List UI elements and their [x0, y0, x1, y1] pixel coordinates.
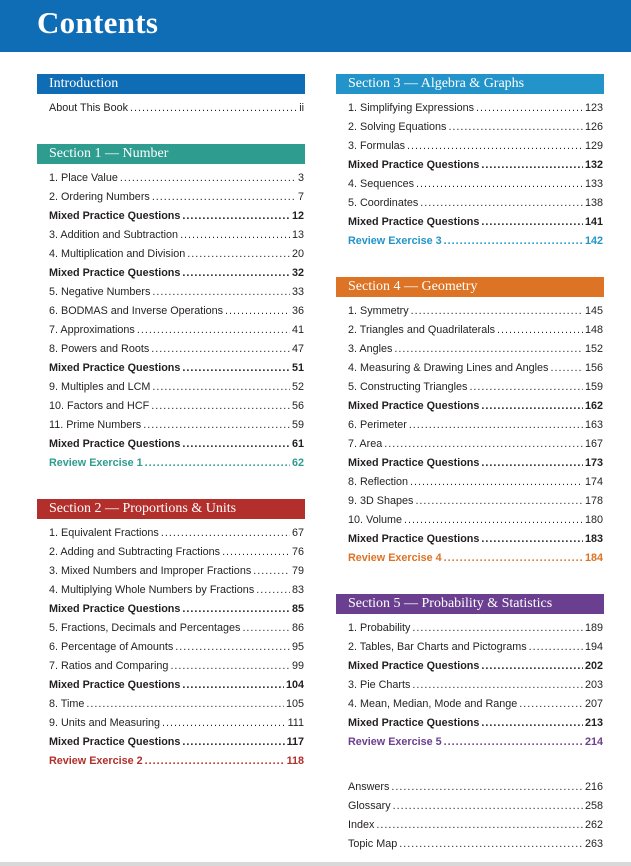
entry-label: Review Exercise 3 — [348, 235, 442, 247]
dot-leader — [130, 99, 297, 118]
dot-leader — [393, 797, 583, 816]
toc-entry[interactable] — [348, 835, 604, 854]
toc-entry[interactable] — [348, 213, 604, 232]
entry-page-number: 36 — [291, 305, 304, 317]
dot-leader — [182, 359, 290, 378]
entry-page-number: 141 — [584, 216, 603, 228]
entry-label: Mixed Practice Questions — [49, 362, 181, 374]
entry-label: 3. Angles — [348, 343, 393, 355]
toc-entry[interactable] — [348, 194, 604, 213]
entry-list — [336, 94, 604, 251]
toc-entry[interactable] — [348, 397, 604, 416]
entry-page-number: 178 — [584, 495, 603, 507]
entry-page-number: 214 — [584, 736, 603, 748]
entry-page-number: 138 — [584, 197, 603, 209]
toc-entry[interactable] — [348, 657, 604, 676]
entry-page-number: 152 — [584, 343, 603, 355]
entry-page-number: 156 — [584, 362, 603, 374]
toc-entry[interactable] — [49, 169, 305, 188]
review-entry[interactable] — [49, 752, 305, 771]
section-introduction — [37, 74, 305, 118]
entry-list — [37, 94, 305, 118]
dot-leader — [182, 435, 290, 454]
entry-label: 1. Simplifying Expressions — [348, 102, 475, 114]
entry-label: 7. Ratios and Comparing — [49, 660, 169, 672]
entry-page-number: 83 — [291, 584, 304, 596]
entry-label: 8. Reflection — [348, 476, 409, 488]
entry-page-number: 52 — [291, 381, 304, 393]
entry-page-number: 3 — [297, 172, 304, 184]
entry-label: 8. Time — [49, 698, 85, 710]
dot-leader — [481, 397, 583, 416]
entry-page-number: ii — [299, 102, 304, 114]
entry-label: 3. Addition and Subtraction — [49, 229, 179, 241]
entry-page-number: 148 — [584, 324, 603, 336]
dot-leader — [476, 99, 583, 118]
entry-label: Review Exercise 2 — [49, 755, 143, 767]
dot-leader — [444, 733, 583, 752]
section-section-2-proportions-units — [37, 499, 305, 771]
toc-entry[interactable] — [348, 816, 604, 835]
dot-leader — [86, 695, 284, 714]
entry-page-number: 86 — [291, 622, 304, 634]
dot-leader — [444, 232, 583, 251]
bottom-rule — [0, 862, 631, 866]
entry-page-number: 13 — [291, 229, 304, 241]
entry-page-number: 129 — [584, 140, 603, 152]
toc-entry[interactable] — [49, 581, 305, 600]
entry-page-number: 51 — [291, 362, 304, 374]
entry-label: 1. Place Value — [49, 172, 118, 184]
dot-leader — [411, 302, 583, 321]
entry-page-number: 41 — [291, 324, 304, 336]
entry-label: 2. Ordering Numbers — [49, 191, 150, 203]
review-entry[interactable] — [348, 733, 604, 752]
entry-label: 7. Approximations — [49, 324, 135, 336]
dot-leader — [175, 638, 290, 657]
entry-label: 2. Triangles and Quadrilaterals — [348, 324, 496, 336]
entry-label: 4. Multiplication and Division — [49, 248, 186, 260]
toc-entry[interactable] — [348, 137, 604, 156]
dot-leader — [407, 137, 583, 156]
dot-leader — [416, 175, 583, 194]
entry-label: 8. Powers and Roots — [49, 343, 150, 355]
entry-page-number: 202 — [584, 660, 603, 672]
dot-leader — [152, 188, 296, 207]
dot-leader — [415, 492, 583, 511]
toc-entry[interactable] — [49, 695, 305, 714]
toc-entry[interactable] — [348, 492, 604, 511]
toc-entry[interactable] — [49, 733, 305, 752]
toc-entry[interactable] — [49, 283, 305, 302]
entry-label: 6. Percentage of Amounts — [49, 641, 174, 653]
toc-entry[interactable] — [348, 619, 604, 638]
entry-label: 3. Formulas — [348, 140, 405, 152]
entry-label: 1. Probability — [348, 622, 411, 634]
entry-label: Mixed Practice Questions — [49, 603, 181, 615]
toc-entry[interactable] — [49, 524, 305, 543]
toc-entry[interactable] — [49, 397, 305, 416]
dot-leader — [481, 454, 583, 473]
entry-page-number: 174 — [584, 476, 603, 488]
dot-leader — [161, 524, 290, 543]
toc-entry[interactable] — [49, 543, 305, 562]
section-heading: Section 4 — Geometry — [336, 277, 604, 297]
entry-page-number: 132 — [584, 159, 603, 171]
entry-label: 4. Measuring & Drawing Lines and Angles — [348, 362, 549, 374]
entry-label: 2. Adding and Subtracting Fractions — [49, 546, 221, 558]
review-entry[interactable] — [49, 454, 305, 473]
dot-leader — [151, 340, 290, 359]
left-column — [37, 74, 305, 771]
dot-leader — [137, 321, 290, 340]
dot-leader — [481, 657, 583, 676]
entry-page-number: 163 — [584, 419, 603, 431]
entry-label: Mixed Practice Questions — [49, 736, 181, 748]
toc-entry[interactable] — [348, 340, 604, 359]
entry-label: 1. Equivalent Fractions — [49, 527, 159, 539]
dot-leader — [145, 752, 285, 771]
dot-leader — [187, 245, 290, 264]
entry-label: 9. 3D Shapes — [348, 495, 414, 507]
toc-entry[interactable] — [49, 245, 305, 264]
dot-leader — [182, 207, 290, 226]
dot-leader — [170, 657, 290, 676]
entry-label: Mixed Practice Questions — [49, 438, 181, 450]
entry-label: 9. Multiples and LCM — [49, 381, 151, 393]
dot-leader — [469, 378, 583, 397]
toc-entry[interactable] — [49, 638, 305, 657]
entry-page-number: 104 — [285, 679, 304, 691]
toc-entry[interactable] — [49, 359, 305, 378]
entry-page-number: 99 — [291, 660, 304, 672]
entry-page-number: 180 — [584, 514, 603, 526]
entry-page-number: 59 — [291, 419, 304, 431]
entry-list — [336, 614, 604, 752]
dot-leader — [519, 695, 583, 714]
toc-entry[interactable] — [348, 473, 604, 492]
entry-page-number: 194 — [584, 641, 603, 653]
entry-page-number: 145 — [584, 305, 603, 317]
dot-leader — [399, 835, 583, 854]
entry-page-number: 262 — [584, 819, 603, 831]
dot-leader — [394, 340, 583, 359]
dot-leader — [444, 549, 583, 568]
toc-entry[interactable] — [348, 359, 604, 378]
dot-leader — [481, 714, 583, 733]
entry-list — [37, 164, 305, 473]
entry-label: Mixed Practice Questions — [348, 159, 480, 171]
dot-leader — [222, 543, 290, 562]
entry-label: 10. Factors and HCF — [49, 400, 150, 412]
entry-label: Review Exercise 4 — [348, 552, 442, 564]
entry-label: 5. Coordinates — [348, 197, 419, 209]
toc-entry[interactable] — [49, 207, 305, 226]
dot-leader — [253, 562, 290, 581]
entry-label: 9. Units and Measuring — [49, 717, 161, 729]
dot-leader — [412, 676, 583, 695]
toc-entry[interactable] — [348, 638, 604, 657]
dot-leader — [242, 619, 290, 638]
entry-page-number: 79 — [291, 565, 304, 577]
dot-leader — [182, 600, 290, 619]
entry-page-number: 183 — [584, 533, 603, 545]
entry-page-number: 105 — [285, 698, 304, 710]
entry-label: 5. Negative Numbers — [49, 286, 151, 298]
dot-leader — [391, 778, 583, 797]
toc-entry[interactable] — [49, 676, 305, 695]
entry-page-number: 258 — [584, 800, 603, 812]
entry-label: Mixed Practice Questions — [49, 210, 181, 222]
entry-page-number: 159 — [584, 381, 603, 393]
dot-leader — [420, 194, 583, 213]
dot-leader — [182, 676, 284, 695]
toc-entry[interactable] — [348, 695, 604, 714]
entry-list — [336, 297, 604, 568]
toc-entry[interactable] — [348, 714, 604, 733]
dot-leader — [481, 156, 583, 175]
toc-entry[interactable] — [49, 340, 305, 359]
dot-leader — [409, 416, 583, 435]
entry-page-number: 95 — [291, 641, 304, 653]
entry-page-number: 126 — [584, 121, 603, 133]
toc-entry[interactable] — [49, 600, 305, 619]
dot-leader — [180, 226, 290, 245]
toc-entry[interactable] — [348, 378, 604, 397]
entry-page-number: 56 — [291, 400, 304, 412]
dot-leader — [384, 435, 583, 454]
entry-label: Index — [348, 819, 375, 831]
toc-entry[interactable] — [49, 188, 305, 207]
entry-label: 6. Perimeter — [348, 419, 407, 431]
dot-leader — [410, 473, 583, 492]
toc-entry[interactable] — [348, 797, 604, 816]
entry-label: 4. Multiplying Whole Numbers by Fractions — [49, 584, 255, 596]
dot-leader — [143, 416, 290, 435]
entry-label: 2. Solving Equations — [348, 121, 447, 133]
entry-label: Glossary — [348, 800, 391, 812]
toc-entry[interactable] — [348, 530, 604, 549]
toc-entry[interactable] — [49, 302, 305, 321]
entry-page-number: 61 — [291, 438, 304, 450]
section-heading: Section 1 — Number — [37, 144, 305, 164]
entry-page-number: 118 — [286, 755, 304, 767]
entry-list — [336, 778, 604, 854]
entry-label: Mixed Practice Questions — [49, 267, 181, 279]
entry-label: Mixed Practice Questions — [348, 533, 480, 545]
toc-entry[interactable] — [49, 714, 305, 733]
entry-label: 4. Mean, Median, Mode and Range — [348, 698, 518, 710]
entry-page-number: 33 — [291, 286, 304, 298]
toc-entry[interactable] — [348, 511, 604, 530]
entry-page-number: 47 — [291, 343, 304, 355]
entry-page-number: 12 — [291, 210, 304, 222]
dot-leader — [448, 118, 583, 137]
toc-entry[interactable] — [49, 99, 305, 118]
toc-entry[interactable] — [49, 435, 305, 454]
toc-entry[interactable] — [348, 435, 604, 454]
entry-page-number: 173 — [584, 457, 603, 469]
dot-leader — [550, 359, 583, 378]
entry-page-number: 123 — [584, 102, 603, 114]
section-section-4-geometry — [336, 277, 604, 568]
entry-page-number: 62 — [291, 457, 304, 469]
entry-page-number: 184 — [584, 552, 603, 564]
entry-label: 5. Constructing Triangles — [348, 381, 468, 393]
entry-label: 3. Pie Charts — [348, 679, 411, 691]
entry-label: 2. Tables, Bar Charts and Pictograms — [348, 641, 527, 653]
dot-leader — [152, 283, 290, 302]
section-section — [336, 778, 604, 854]
dot-leader — [481, 213, 583, 232]
entry-label: 3. Mixed Numbers and Improper Fractions — [49, 565, 252, 577]
toc-entry[interactable] — [348, 99, 604, 118]
entry-page-number: 7 — [297, 191, 304, 203]
toc-entry[interactable] — [49, 619, 305, 638]
entry-label: 5. Fractions, Decimals and Percentages — [49, 622, 241, 634]
entry-page-number: 85 — [291, 603, 304, 615]
entry-list — [37, 519, 305, 771]
entry-label: 7. Area — [348, 438, 383, 450]
section-heading: Section 3 — Algebra & Graphs — [336, 74, 604, 94]
toc-entry[interactable] — [348, 156, 604, 175]
entry-label: Review Exercise 5 — [348, 736, 442, 748]
right-column — [336, 74, 604, 854]
entry-label: Mixed Practice Questions — [348, 216, 480, 228]
entry-label: Mixed Practice Questions — [49, 679, 181, 691]
dot-leader — [182, 733, 284, 752]
contents-banner — [0, 0, 631, 52]
section-section-5-probability-statistics — [336, 594, 604, 752]
entry-label: 4. Sequences — [348, 178, 415, 190]
section-heading: Section 5 — Probability & Statistics — [336, 594, 604, 614]
toc-entry[interactable] — [348, 321, 604, 340]
review-entry[interactable] — [348, 232, 604, 251]
entry-page-number: 162 — [584, 400, 603, 412]
dot-leader — [225, 302, 290, 321]
toc-entry[interactable] — [49, 657, 305, 676]
dot-leader — [152, 378, 290, 397]
toc-entry[interactable] — [49, 226, 305, 245]
entry-label: Mixed Practice Questions — [348, 457, 480, 469]
review-entry[interactable] — [348, 549, 604, 568]
toc-entry[interactable] — [49, 264, 305, 283]
entry-page-number: 203 — [584, 679, 603, 691]
dot-leader — [412, 619, 583, 638]
entry-label: About This Book — [49, 102, 129, 114]
dot-leader — [256, 581, 290, 600]
entry-page-number: 133 — [584, 178, 603, 190]
entry-page-number: 167 — [584, 438, 603, 450]
entry-label: Mixed Practice Questions — [348, 717, 480, 729]
entry-page-number: 117 — [286, 736, 304, 748]
toc-entry[interactable] — [348, 416, 604, 435]
dot-leader — [404, 511, 583, 530]
dot-leader — [497, 321, 583, 340]
entry-page-number: 216 — [584, 781, 603, 793]
dot-leader — [120, 169, 296, 188]
entry-page-number: 32 — [291, 267, 304, 279]
section-section-1-number — [37, 144, 305, 473]
toc-entry[interactable] — [49, 378, 305, 397]
entry-label: 1. Symmetry — [348, 305, 409, 317]
entry-label: Mixed Practice Questions — [348, 400, 480, 412]
toc-entry[interactable] — [348, 118, 604, 137]
toc-entry[interactable] — [348, 175, 604, 194]
entry-page-number: 213 — [584, 717, 603, 729]
entry-page-number: 67 — [291, 527, 304, 539]
toc-entry[interactable] — [49, 562, 305, 581]
entry-page-number: 111 — [287, 717, 304, 729]
dot-leader — [145, 454, 290, 473]
dot-leader — [376, 816, 583, 835]
entry-label: 10. Volume — [348, 514, 403, 526]
toc-entry[interactable] — [49, 416, 305, 435]
entry-page-number: 189 — [584, 622, 603, 634]
entry-label: 11. Prime Numbers — [49, 419, 142, 431]
entry-label: Answers — [348, 781, 390, 793]
entry-page-number: 142 — [584, 235, 603, 247]
dot-leader — [182, 264, 290, 283]
section-heading: Introduction — [37, 74, 305, 94]
entry-page-number: 20 — [291, 248, 304, 260]
dot-leader — [481, 530, 583, 549]
dot-leader — [151, 397, 290, 416]
toc-entry[interactable] — [348, 676, 604, 695]
dot-leader — [162, 714, 286, 733]
entry-page-number: 207 — [584, 698, 603, 710]
entry-label: Topic Map — [348, 838, 398, 850]
page-title: Contents — [37, 5, 159, 40]
dot-leader — [529, 638, 583, 657]
entry-page-number: 263 — [584, 838, 603, 850]
toc-entry[interactable] — [348, 302, 604, 321]
section-heading: Section 2 — Proportions & Units — [37, 499, 305, 519]
section-section-3-algebra-graphs — [336, 74, 604, 251]
toc-entry[interactable] — [348, 454, 604, 473]
entry-label: Mixed Practice Questions — [348, 660, 480, 672]
entry-label: 6. BODMAS and Inverse Operations — [49, 305, 224, 317]
toc-entry[interactable] — [49, 321, 305, 340]
entry-page-number: 76 — [291, 546, 304, 558]
toc-entry[interactable] — [348, 778, 604, 797]
entry-label: Review Exercise 1 — [49, 457, 143, 469]
